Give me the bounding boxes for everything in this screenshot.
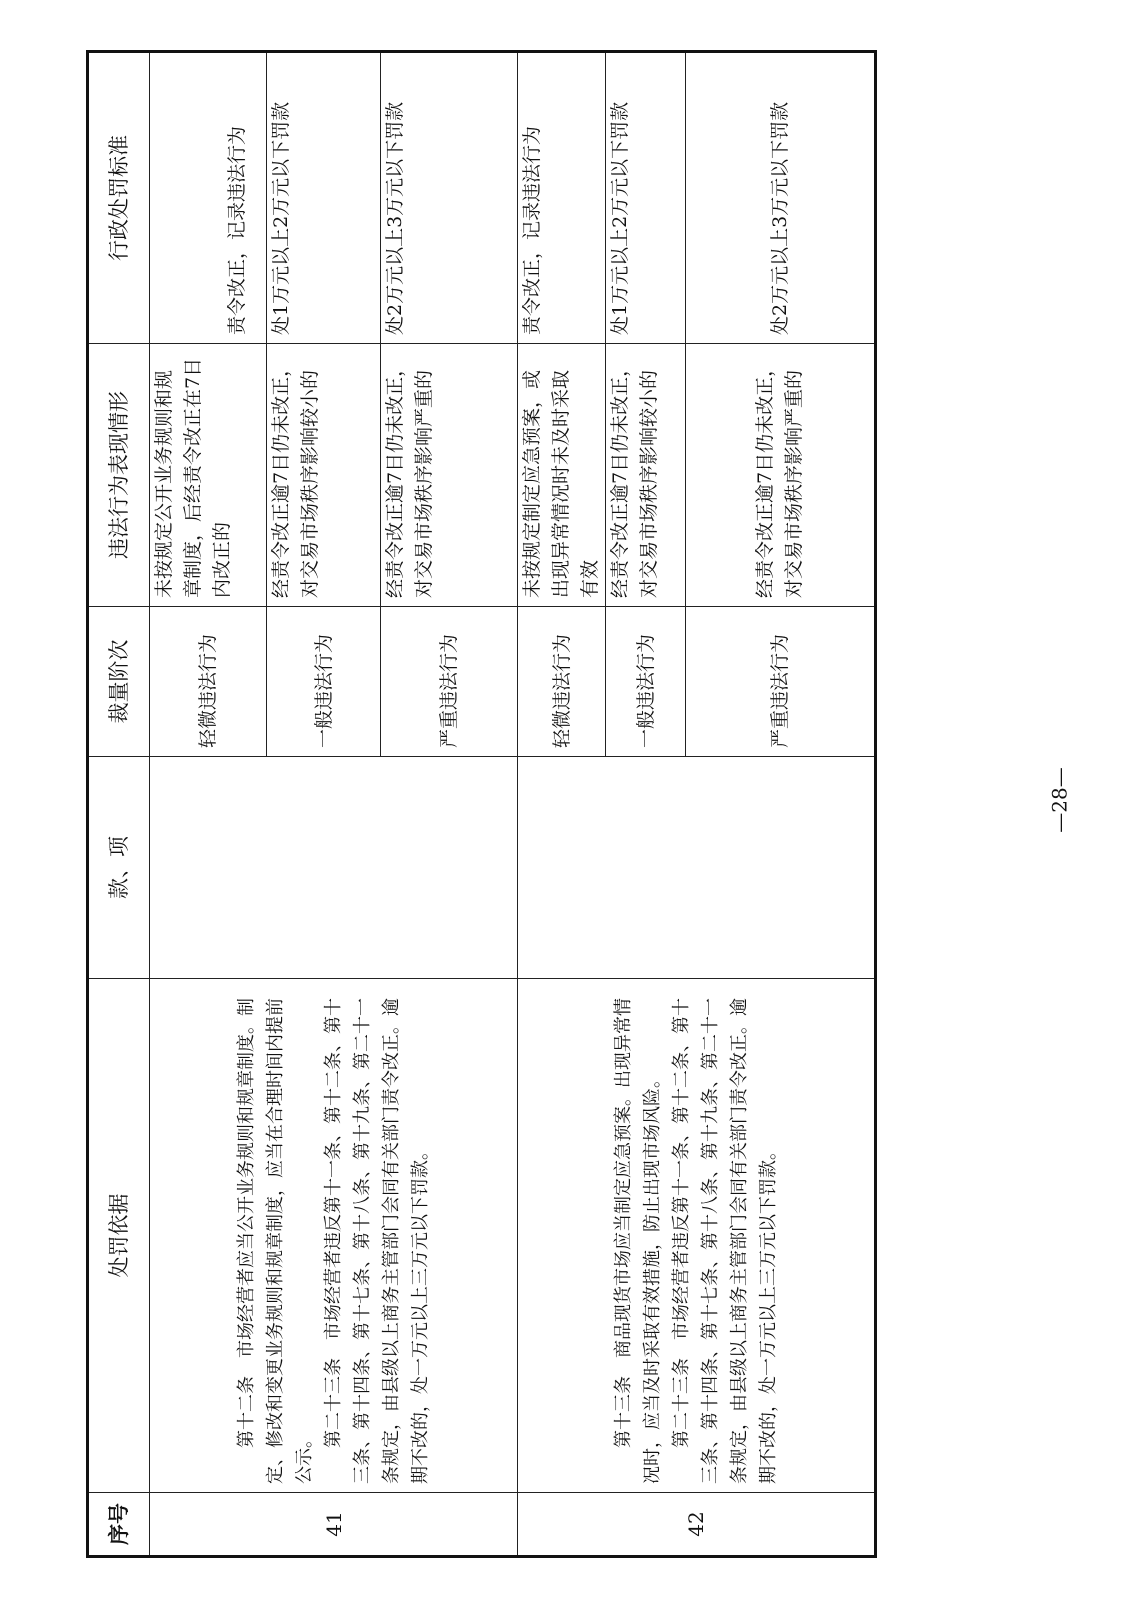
standard-text: 处2万元以上3万元以下罚款 [384, 101, 406, 335]
row-condition [267, 344, 381, 607]
basis-paragraph: 第十三条 商品现货市场应当制定应急预案。出现异常情况时，应当及时采取有效措施，防止出现市场风险。 [613, 998, 663, 1484]
header-level: 裁量阶次 [88, 607, 150, 757]
row-condition [381, 344, 518, 607]
row-standard [150, 52, 267, 344]
row-basis [150, 979, 518, 1493]
row-basis [518, 979, 876, 1493]
condition-text: 未按规定公开业务规则和规章制度，后经责令改正在7日内改正的 [153, 357, 233, 598]
page-number-text: —28— [1048, 767, 1073, 833]
header-clause: 款、项 [88, 757, 150, 979]
table-header-row [88, 52, 150, 1557]
basis-paragraph: 第二十三条 市场经营者违反第十一条、第十二条、第十三条、第十四条、第十七条、第十八条、第十九条、第二十一条规定，由县级以上商务主管部门会同有关部门责令改正。逾期不改的，处一万元以上三万元以下罚款。 [323, 998, 431, 1484]
row-standard [267, 52, 381, 344]
table-row [150, 52, 267, 1557]
row-standard [686, 52, 876, 344]
basis-paragraph: 第十二条 市场经营者应当公开业务规则和规章制度。制定、修改和变更业务规则和规章制度，应当在合理时间内提前公示。 [236, 998, 315, 1484]
row-clause [518, 757, 876, 979]
condition-text: 经责令改正逾7日仍未改正，对交易市场秩序影响较小的 [270, 357, 321, 598]
header-condition: 违法行为表现情形 [88, 344, 150, 607]
row-standard [518, 52, 606, 344]
header-standard: 行政处罚标准 [88, 52, 150, 344]
condition-text: 经责令改正逾7日仍未改正，对交易市场秩序影响严重的 [754, 357, 805, 598]
standard-text: 处1万元以上2万元以下罚款 [270, 101, 292, 335]
row-level: 严重违法行为 [686, 607, 876, 757]
penalty-standards-table [86, 50, 877, 1558]
row-level: 严重违法行为 [381, 607, 518, 757]
standard-text: 处1万元以上2万元以下罚款 [609, 101, 631, 335]
row-level: 轻微违法行为 [518, 607, 606, 757]
row-condition [606, 344, 686, 607]
row-level: 一般违法行为 [606, 607, 686, 757]
row-standard [381, 52, 518, 344]
row-clause [150, 757, 518, 979]
row-condition [150, 344, 267, 607]
row-level: 一般违法行为 [267, 607, 381, 757]
rotated-page [86, 53, 846, 1558]
row-condition [518, 344, 606, 607]
table-row [518, 52, 606, 1557]
standard-text: 处2万元以上3万元以下罚款 [768, 101, 791, 335]
standard-text: 责令改正，记录违法行为 [521, 125, 543, 335]
condition-text: 经责令改正逾7日仍未改正，对交易市场秩序影响较小的 [609, 357, 660, 598]
row-seq: 41 [150, 1493, 518, 1557]
condition-text: 未按规定制定应急预案，或出现异常情况时未及时采取有效 [521, 369, 601, 598]
row-seq: 42 [518, 1493, 876, 1557]
standard-text: 责令改正，记录违法行为 [226, 125, 248, 335]
page-number [1040, 767, 1080, 833]
header-basis: 处罚依据 [88, 979, 150, 1493]
row-standard [606, 52, 686, 344]
header-seq: 序号 [88, 1493, 150, 1557]
basis-paragraph: 第二十三条 市场经营者违反第十一条、第十二条、第十三条、第十四条、第十七条、第十八条、第十九条、第二十一条规定，由县级以上商务主管部门会同有关部门责令改正。逾期不改的，处一万元以上三万元以下罚款。 [671, 998, 779, 1484]
row-condition [686, 344, 876, 607]
condition-text: 经责令改正逾7日仍未改正，对交易市场秩序影响严重的 [384, 357, 435, 598]
row-level: 轻微违法行为 [150, 607, 267, 757]
